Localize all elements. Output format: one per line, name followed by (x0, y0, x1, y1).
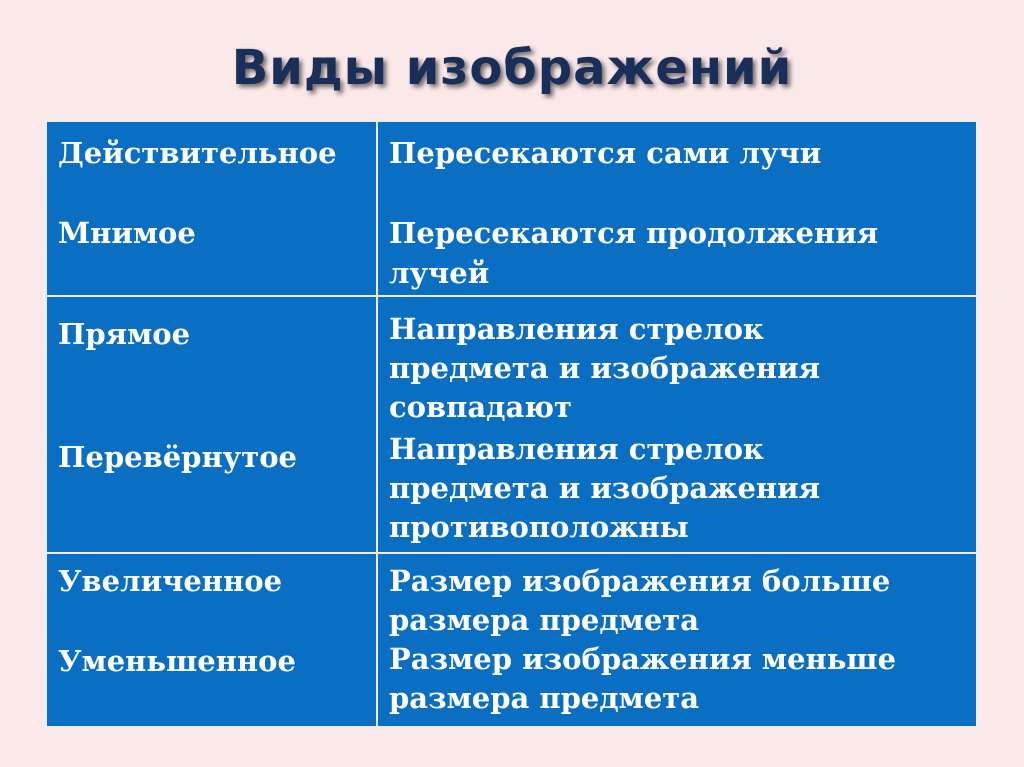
row3-left-term-2: Уменьшенное (58, 644, 296, 678)
image-types-table (45, 120, 978, 728)
row1-right-desc-1-line-1: Пересекаются сами лучи (389, 136, 822, 170)
row2-right-desc-2-line-3: противоположны (389, 510, 689, 544)
table-row (47, 554, 976, 726)
row1-left-term-1: Действительное (58, 136, 337, 170)
row3-right-desc-2-line-2: размера предмета (389, 681, 700, 715)
row1-right-desc-2-line-2: лучей (389, 256, 490, 290)
column-divider (376, 122, 378, 726)
row2-left-term-2: Перевёрнутое (58, 440, 297, 474)
row3-right-desc-2-line-1: Размер изображения меньше (389, 642, 897, 676)
row3-right-desc-1-line-1: Размер изображения больше (389, 564, 891, 598)
row1-right-desc-2-line-1: Пересекаются продолжения (389, 216, 879, 250)
row2-left-term-1: Прямое (58, 317, 191, 351)
row2-right-desc-2-line-1: Направления стрелок (389, 432, 764, 466)
slide-title: Виды изображений (231, 40, 793, 96)
row3-left-term-1: Увеличенное (58, 564, 283, 598)
row1-left-term-2: Мнимое (58, 216, 196, 250)
row2-right-desc-1-line-3: совпадают (389, 390, 572, 424)
row3-right-desc-1-line-2: размера предмета (389, 603, 700, 637)
row2-right-desc-1-line-1: Направления стрелок (389, 312, 764, 346)
row2-right-desc-1-line-2: предмета и изображения (389, 351, 821, 385)
table-row (47, 297, 976, 554)
row2-right-desc-2-line-2: предмета и изображения (389, 471, 821, 505)
table-row (47, 122, 976, 297)
